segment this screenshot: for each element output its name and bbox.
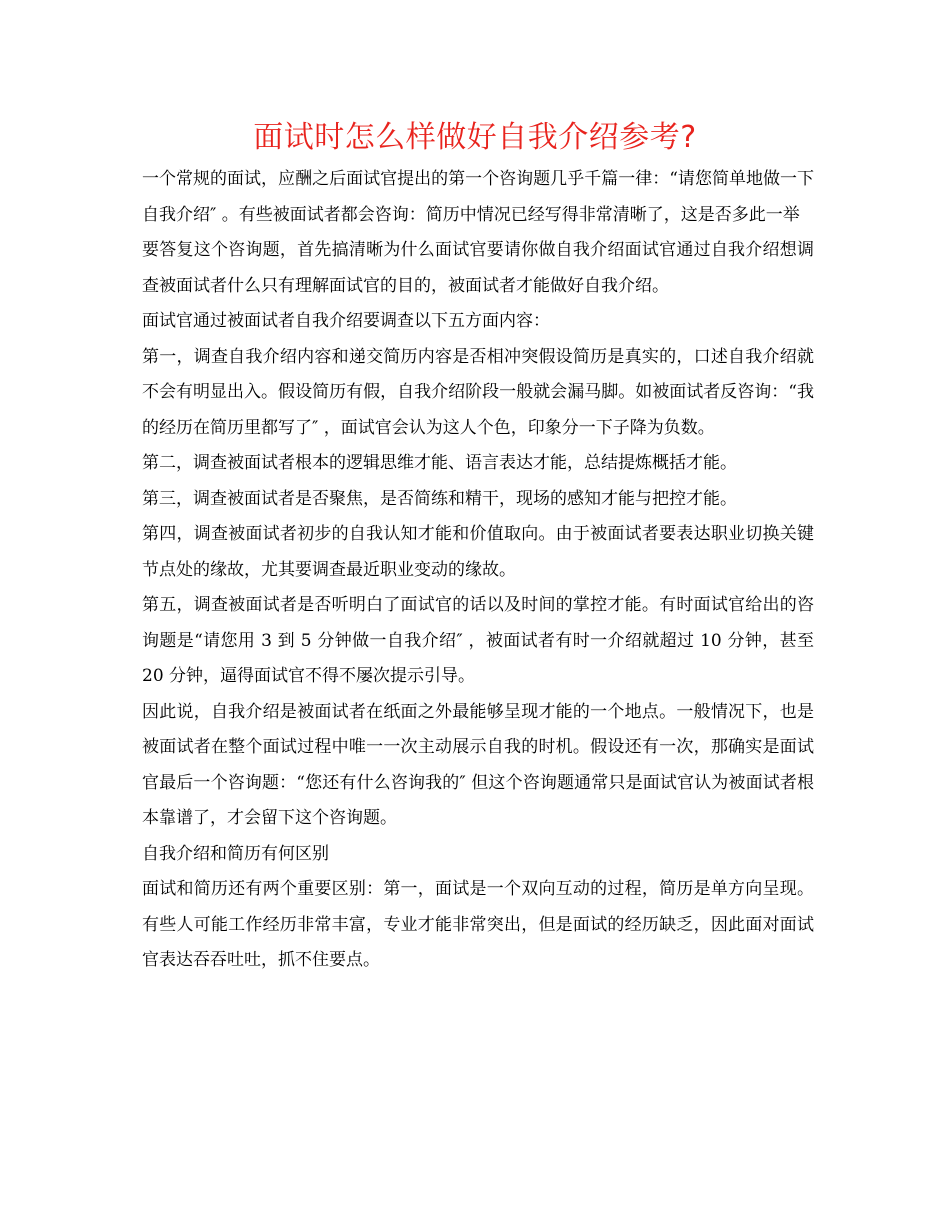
paragraph: 面试和简历还有两个重要区别：第一，面试是一个双向互动的过程，简历是单方向呈现。有些人可能工作经历非常丰富，专业才能非常突出，但是面试的经历缺乏，因此面对面试官表达吞吞吐吐，抓不住要点。 — [142, 879, 814, 970]
section-heading: 自我介绍和简历有何区别 — [142, 843, 329, 864]
paragraph: 第五，调查被面试者是否听明白了面试官的话以及时间的掌控才能。有时面试官给出的咨询题是“请您用 3 到 5 分钟做一自我介绍″ ，被面试者有时一介绍就超过 10 分钟，甚至 20 分钟，逼得面试官不得不屡次提示引导。 — [142, 595, 814, 686]
document-title: 面试时怎么样做好自我介绍参考? — [253, 120, 697, 155]
paragraph: 因此说，自我介绍是被面试者在纸面之外最能够呈现才能的一个地点。一般情况下，也是被面试者在整个面试过程中唯一一次主动展示自我的时机。假设还有一次，那确实是面试官最后一个咨询题：“您还有什么咨询我的″ 但这个咨询题通常只是面试官认为被面试者根本靠谱了，才会留下这个咨询题。 — [142, 701, 814, 828]
paragraph: 一个常规的面试，应酬之后面试官提出的第一个咨询题几乎千篇一律：“请您简单地做一下自我介绍″ 。有些被面试者都会咨询：简历中情况已经写得非常清晰了，这是否多此一举 — [142, 169, 814, 225]
paragraph: 第三，调查被面试者是否聚焦，是否简练和精干，现场的感知才能与把控才能。 — [142, 488, 737, 509]
paragraph: 第四，调查被面试者初步的自我认知才能和价值取向。由于被面试者要表达职业切换关键节点处的缘故，尤其要调查最近职业变动的缘故。 — [142, 524, 814, 580]
paragraph: 第二，调查被面试者根本的逻辑思维才能、语言表达才能，总结提炼概括才能。 — [142, 453, 737, 473]
document-body — [142, 162, 814, 979]
paragraph: 要答复这个咨询题，首先搞清晰为什么面试官要请你做自我介绍面试官通过自我介绍想调查被面试者什么只有理解面试官的目的，被面试者才能做好自我介绍。 — [142, 240, 814, 296]
paragraph: 第一，调查自我介绍内容和递交简历内容是否相冲突假设简历是真实的，口述自我介绍就不会有明显出入。假设简历有假，自我介绍阶段一般就会漏马脚。如被面试者反咨询：“我的经历在简历里都写了″ ，面试官会认为这人个色，印象分一下子降为负数。 — [142, 346, 814, 438]
paragraph: 面试官通过被面试者自我介绍要调查以下五方面内容： — [142, 311, 550, 331]
